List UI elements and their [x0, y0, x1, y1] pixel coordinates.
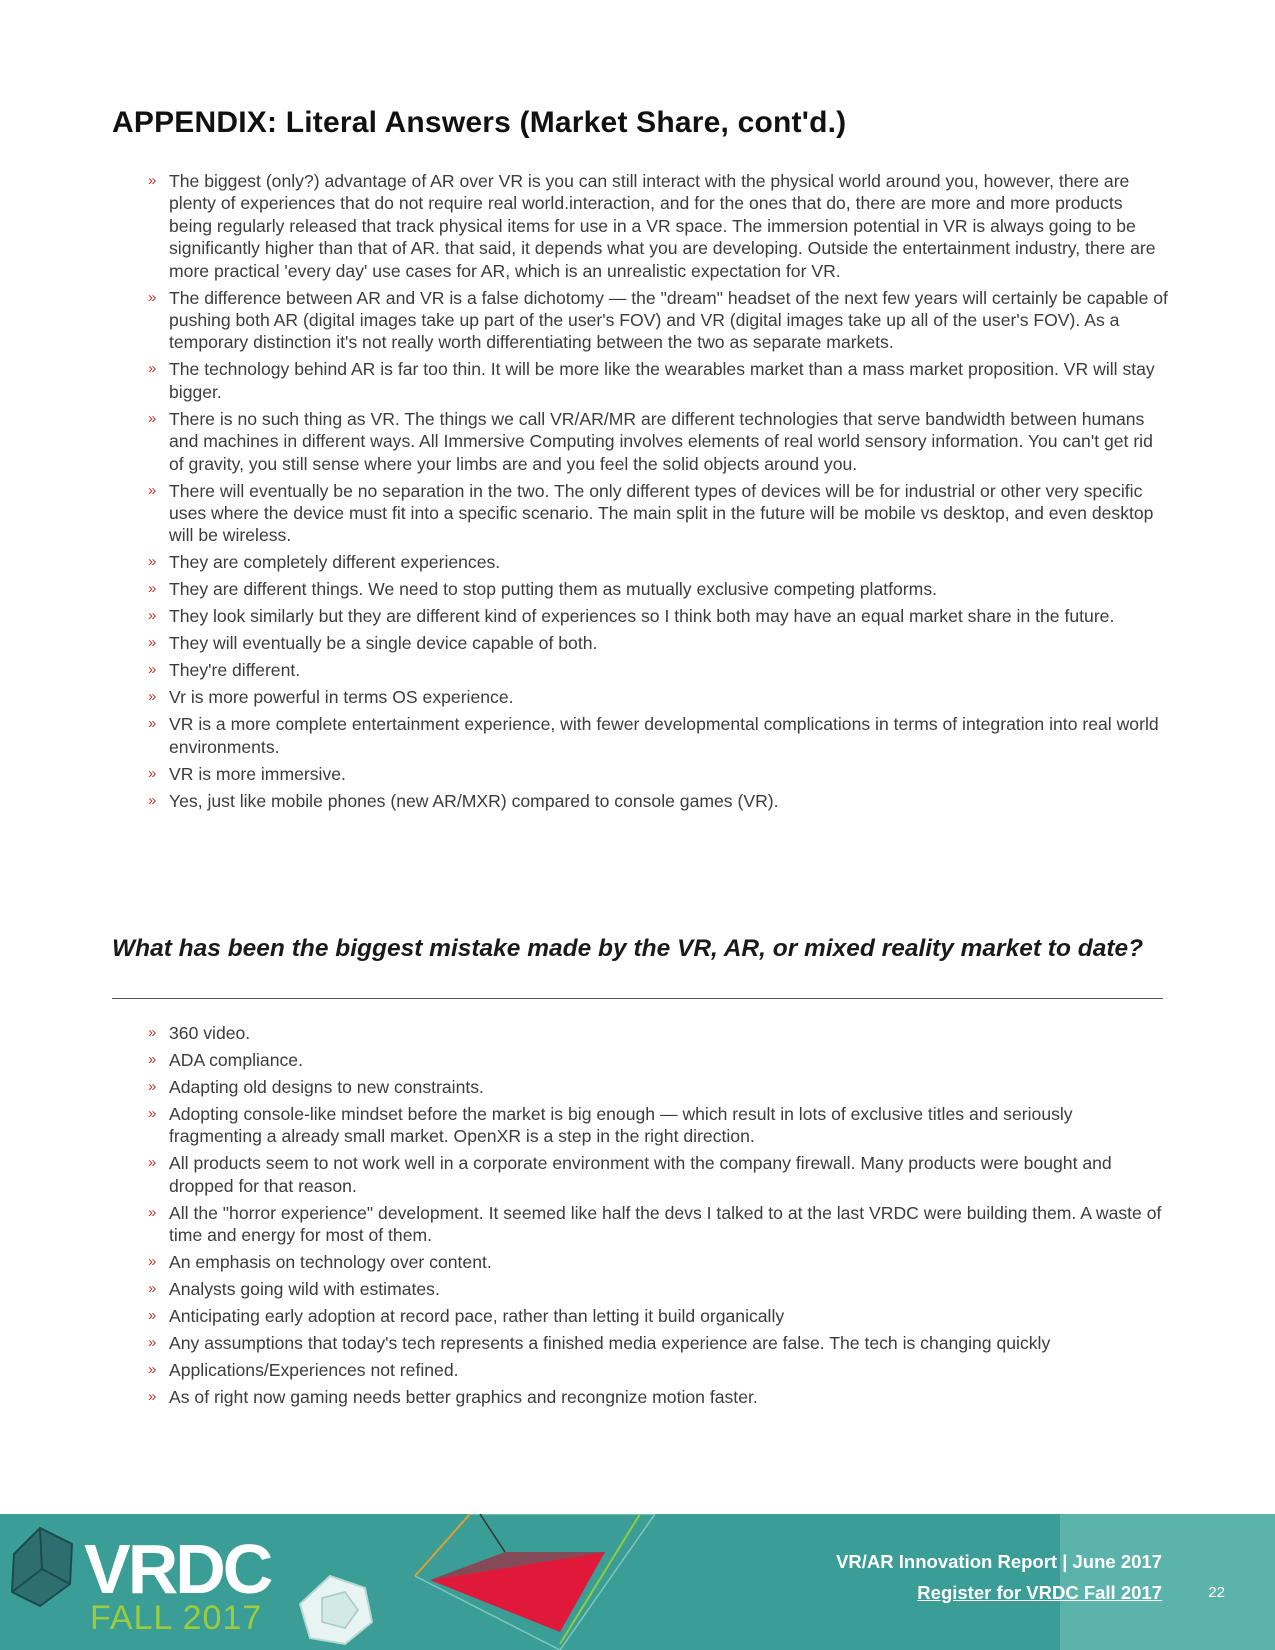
question-divider — [112, 998, 1163, 999]
list-item-text: Adopting console-like mindset before the market is big enough — which result in lots of exclusive titles and seriously fragmenting a already small market. OpenXR is a step in the right direction. — [169, 1104, 1073, 1147]
bullet-chevron-icon: » — [148, 715, 157, 733]
list-item-text: All products seem to not work well in a corporate environment with the company firewall. Many products were bought and dropped for that reason. — [169, 1153, 1112, 1196]
list-item — [148, 659, 1168, 681]
bullet-chevron-icon: » — [148, 1105, 157, 1122]
list-item-text: The technology behind AR is far too thin. It will be more like the wearables market than a mass market proposition. VR will stay bigger. — [169, 359, 1155, 402]
list-item-text: Anticipating early adoption at record pace, rather than letting it build organically — [169, 1306, 785, 1327]
list-item — [148, 790, 1168, 812]
bullet-chevron-icon: » — [148, 1024, 157, 1041]
bullet-chevron-icon: » — [148, 764, 157, 782]
list-item-text: Yes, just like mobile phones (new AR/MXR) compared to console games (VR). — [169, 790, 779, 811]
list-item-text: An emphasis on technology over content. — [169, 1252, 492, 1273]
list-item-text: Any assumptions that today's tech represents a finished media experience are false. The tech is changing quickly — [169, 1333, 1051, 1354]
list-item — [148, 578, 1168, 600]
list-item — [148, 1152, 1168, 1197]
list-item — [148, 1305, 1168, 1327]
triangle-prism-icon — [415, 1514, 655, 1650]
bullet-chevron-icon: » — [148, 580, 157, 598]
list-item — [148, 632, 1168, 654]
bullet-chevron-icon: » — [148, 1307, 157, 1325]
list-item — [148, 763, 1168, 785]
list-item-text: They look similarly but they are different kind of experiences so I think both may have an equal market share in the future. — [169, 606, 1115, 627]
list-item-text: They will eventually be a single device capable of both. — [169, 633, 598, 654]
page-title: APPENDIX: Literal Answers (Market Share, cont'd.) — [112, 106, 847, 139]
bullet-chevron-icon: » — [148, 688, 157, 706]
list-item — [148, 1332, 1168, 1354]
list-item — [148, 605, 1168, 627]
list-item — [148, 408, 1168, 475]
bullet-chevron-icon: » — [148, 791, 157, 809]
list-item — [148, 1386, 1168, 1408]
section-question: What has been the biggest mistake made by the VR, AR, or mixed reality market to date? — [112, 935, 1144, 962]
answers-list-market-share — [148, 170, 1168, 817]
list-item-text: Vr is more powerful in terms OS experience. — [169, 687, 514, 708]
bullet-chevron-icon: » — [148, 607, 157, 625]
footer-banner — [0, 1514, 1275, 1650]
list-item-text: VR is more immersive. — [169, 763, 346, 784]
list-item-text: Analysts going wild with estimates. — [169, 1279, 440, 1300]
list-item-text: Applications/Experiences not refined. — [169, 1360, 459, 1381]
bullet-chevron-icon: » — [148, 1154, 157, 1172]
list-item-text: The difference between AR and VR is a false dichotomy — the "dream" headset of the next few years will certainly be capable of pushing both AR (digital images take up part of the user's FOV) and VR (digital images take up all of the user's FOV). As a temporary distinction it's not really worth differentiating between the two as separate markets. — [169, 287, 1168, 353]
bullet-chevron-icon: » — [148, 409, 157, 427]
list-item-text: All the "horror experience" development. It seemed like half the devs I talked to at the last VRDC were building them. A waste of time and energy for most of them. — [169, 1202, 1162, 1246]
list-item — [148, 686, 1168, 708]
list-item — [148, 1359, 1168, 1381]
list-item-text: There is no such thing as VR. The things we call VR/AR/MR are different technologies that serve bandwidth between humans and machines in different ways. All Immersive Computing involves elements of real world sensory information. You can't get rid of gravity, you still sense where your limbs are and you feel the solid objects around you. — [169, 408, 1153, 474]
list-item — [148, 1076, 1168, 1098]
list-item — [148, 358, 1168, 403]
bullet-chevron-icon: » — [148, 1388, 157, 1406]
list-item-text: VR is a more complete entertainment experience, with fewer developmental complications in terms of integration into real world environments. — [169, 714, 1159, 757]
answers-list-biggest-mistake — [148, 1022, 1168, 1413]
bullet-chevron-icon: » — [148, 172, 157, 189]
list-item — [148, 480, 1168, 547]
bullet-chevron-icon: » — [148, 661, 157, 679]
bullet-chevron-icon: » — [148, 360, 157, 378]
list-item-text: Adapting old designs to new constraints. — [169, 1077, 484, 1097]
bullet-chevron-icon: » — [148, 1078, 157, 1095]
list-item-text: They are different things. We need to stop putting them as mutually exclusive competing platforms. — [169, 579, 938, 600]
bullet-chevron-icon: » — [148, 481, 157, 499]
list-item — [148, 1049, 1168, 1071]
bullet-chevron-icon: » — [148, 1051, 157, 1068]
bullet-chevron-icon: » — [148, 1203, 157, 1221]
list-item-text: There will eventually be no separation in the two. The only different types of devices will be for industrial or other very specific uses where the device must fit into a specific scenario. The main split in the future will be mobile vs desktop, and even desktop will be wireless. — [169, 480, 1154, 546]
list-item — [148, 170, 1168, 282]
list-item — [148, 713, 1168, 758]
list-item — [148, 1103, 1168, 1148]
list-item — [148, 1251, 1168, 1273]
vrdc-logo: VRDC — [84, 1530, 271, 1608]
bullet-chevron-icon: » — [148, 553, 157, 571]
list-item — [148, 1202, 1168, 1247]
list-item-text: As of right now gaming needs better graphics and recongnize motion faster. — [169, 1387, 758, 1408]
list-item-text: They are completely different experiences. — [169, 552, 501, 573]
bullet-chevron-icon: » — [148, 1280, 157, 1298]
bullet-chevron-icon: » — [148, 1253, 157, 1271]
list-item-text: ADA compliance. — [169, 1050, 303, 1070]
page-number: 22 — [1208, 1584, 1225, 1601]
list-item-text: They're different. — [169, 660, 301, 681]
list-item — [148, 287, 1168, 354]
report-title: VR/AR Innovation Report | June 2017 — [836, 1551, 1162, 1572]
dodecahedron-icon — [300, 1576, 372, 1644]
list-item-text: 360 video. — [169, 1023, 251, 1043]
list-item-text: The biggest (only?) advantage of AR over VR is you can still interact with the physical world around you, however, there are plenty of experiences that do not require real world.interaction, and for the ones that do, there are more and more products being regularly released that track physical items for use in a VR space. The immersion potential in VR is always going to be significantly higher than that of AR. that said, it depends what you are developing. Outside the entertainment industry, there are more practical 'every day' use cases for AR, which is an unrealistic expectation for VR. — [169, 171, 1156, 281]
list-item — [148, 1278, 1168, 1300]
bullet-chevron-icon: » — [148, 288, 157, 306]
list-item — [148, 1022, 1168, 1044]
bullet-chevron-icon: » — [148, 1334, 157, 1352]
list-item — [148, 551, 1168, 573]
bullet-chevron-icon: » — [148, 1361, 157, 1379]
register-link[interactable]: Register for VRDC Fall 2017 — [917, 1582, 1162, 1603]
wireframe-cube-icon — [12, 1528, 72, 1606]
vrdc-logo-subtitle: FALL 2017 — [90, 1599, 263, 1637]
bullet-chevron-icon: » — [148, 634, 157, 652]
